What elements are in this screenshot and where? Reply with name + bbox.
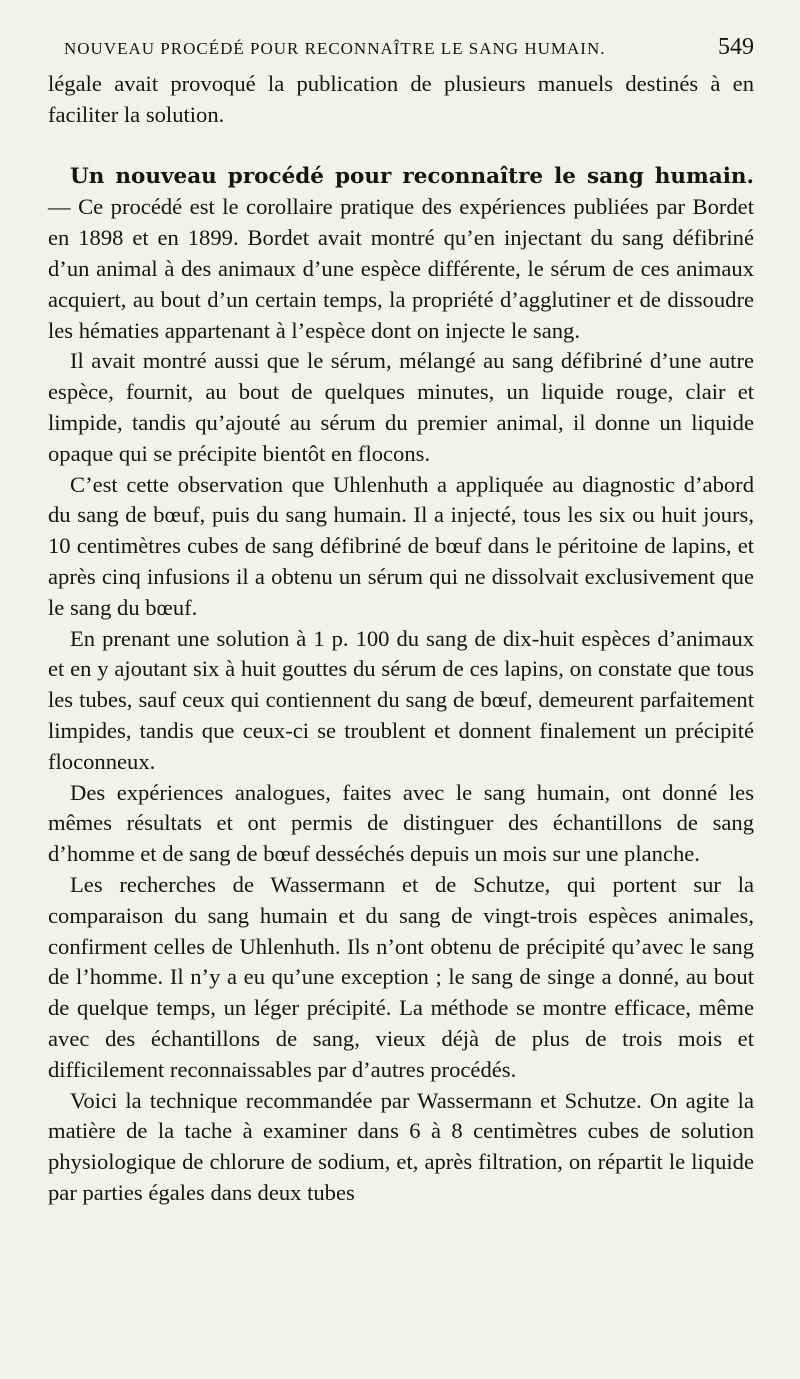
paragraph: Voici la technique recommandée par Wassermann et Schutze. On agite la matière de la tache à examiner dans 6 à 8 centimètres cubes de solution physiologique de chlorure de sodium, et, après filtration, on répartit le liquide par parties égales dans deux tubes — [48, 1087, 754, 1205]
section-gap — [48, 131, 754, 161]
paragraph-continued: légale avait provoqué la publication de plusieurs manuels destinés à en faciliter la solution. — [48, 71, 754, 127]
paragraph: Il avait montré aussi que le sérum, mélangé au sang défibriné d’une autre espèce, fournit, au bout de quelques minutes, un liquide rouge, clair et limpide, tandis qu’ajouté au sérum du premier animal, il donne un liquide opaque qui se précipite bientôt en flocons. — [48, 348, 754, 466]
section-paragraph-text: — Ce procédé est le corollaire pratique des expériences publiées par Bordet en 1898 et en 1899. Bordet avait montré qu’en injectant du sang défibriné d’un animal à des animaux d’une espèce différente, le sérum de ces animaux acquiert, au bout d’un certain temps, la propriété d’agglutiner et de dissoudre les hématies appartenant à l’espèce dont on injecte le sang. — [48, 194, 754, 343]
paragraph: Des expériences analogues, faites avec le sang humain, ont donné les mêmes résultats et ont permis de distinguer des échantillons de sang d’homme et de sang de bœuf desséchés depuis un mois sur une planche. — [48, 779, 754, 867]
page-number: 549 — [718, 34, 754, 60]
paragraph: C’est cette observation que Uhlenhuth a appliquée au diagnostic d’abord du sang de bœuf, puis du sang humain. Il a injecté, tous les six ou huit jours, 10 centimètres cubes de sang défibriné de bœuf dans le péritoine de lapins, et après cinq infusions il a obtenu un sérum qui ne dissolvait exclusivement que le sang du bœuf. — [48, 471, 754, 620]
running-header — [48, 34, 754, 61]
paragraph: Les recherches de Wassermann et de Schutze, qui portent sur la comparaison du sang humain et du sang de vingt-trois espèces animales, confirment celles de Uhlenhuth. Ils n’ont obtenu de précipité qu’avec le sang de l’homme. Il n’y a eu qu’une exception ; le sang de singe a donné, au bout de quelque temps, un léger précipité. La méthode se montre efficace, même avec des échantillons de sang, vieux déjà de plus de trois mois et difficilement reconnaissables par d’autres procédés. — [48, 871, 754, 1082]
section-title: Un nouveau procédé pour reconnaître le sang humain. — [70, 163, 754, 189]
running-title: NOUVEAU PROCÉDÉ POUR RECONNAÎTRE LE SANG HUMAIN. — [64, 39, 606, 58]
section-paragraph — [48, 161, 754, 347]
paragraph: En prenant une solution à 1 p. 100 du sang de dix-huit espèces d’animaux et en y ajoutant six à huit gouttes du sérum de ces lapins, on constate que tous les tubes, sauf ceux qui contiennent du sang de bœuf, demeurent parfaitement limpides, tandis que ceux-ci se troublent et donnent finalement un précipité floconneux. — [48, 625, 754, 774]
